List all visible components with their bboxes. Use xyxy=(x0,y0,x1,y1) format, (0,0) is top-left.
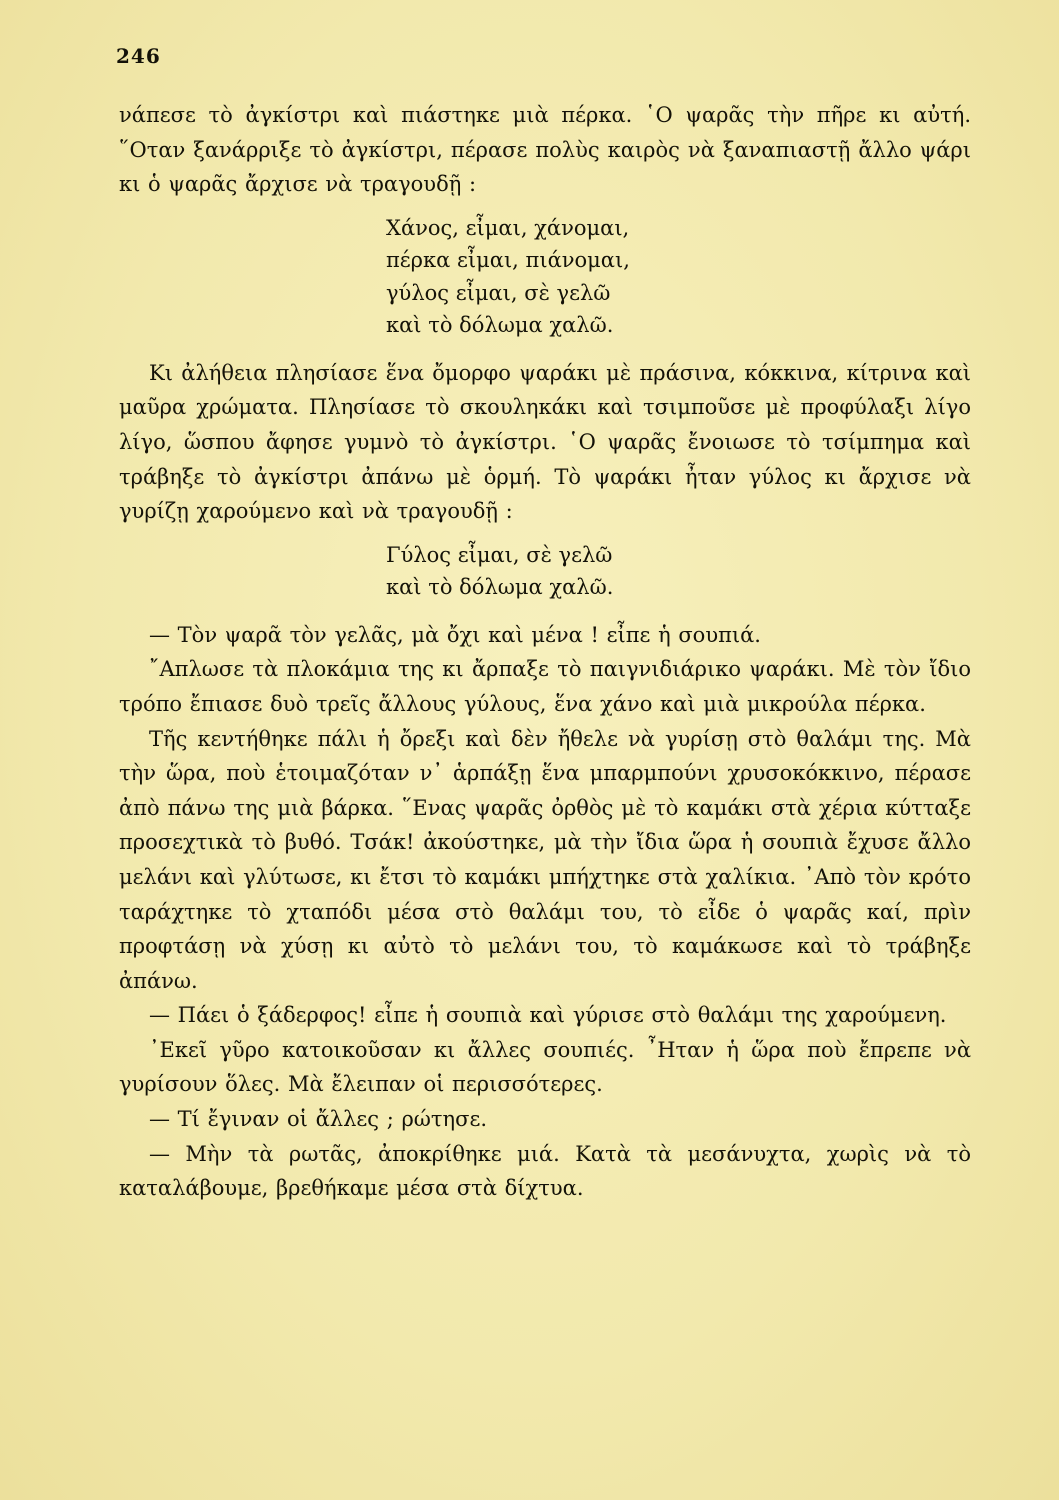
paragraph: — Μὴν τὰ ρωτᾶς, ἀποκρίθηκε μιά. Κατὰ τὰ μεσάνυχτα, χωρὶς νὰ τὸ καταλάβουμε, βρεθήκαμε μέσα στὰ δίχτυα. xyxy=(119,1141,971,1201)
paragraph: ῎Απλωσε τὰ πλοκάμια της κι ἄρπαξε τὸ παιγνιδιάρικο ψαράκι. Μὲ τὸν ἴδιο τρόπο ἔπιασε δυὸ τρεῖς ἄλλους γύλους, ἕνα χάνο καὶ μιὰ μικρούλα πέρκα. xyxy=(119,657,971,716)
verse-line: γύλος εἶμαι, σὲ γελῶ xyxy=(386,280,611,305)
page-body xyxy=(119,98,971,1206)
paragraph: ᾿Εκεῖ γῦρο κατοικοῦσαν κι ἄλλες σουπιές. ῏Ηταν ἡ ὥρα ποὺ ἔπρεπε νὰ γυρίσουν ὅλες. Μὰ ἔλειπαν οἱ περισσότερες. xyxy=(119,1037,971,1097)
page-number: 246 xyxy=(116,44,161,68)
verse-line: πέρκα εἶμαι, πιάνομαι, xyxy=(386,248,630,273)
paragraph: Τῆς κεντήθηκε πάλι ἡ ὄρεξι καὶ δὲν ἤθελε νὰ γυρίσῃ στὸ θαλάμι της. Μὰ τὴν ὥρα, ποὺ ἑτοιμαζόταν ν᾿ ἁρπάξῃ ἕνα μπαρμπούνι χρυσοκόκκινο, πέρασε ἀπὸ πάνω της μιὰ βάρκα. ῞Ενας ψαρᾶς ὀρθὸς μὲ τὸ καμάκι στὰ χέρια κύτταξε προσεχτικὰ τὸ βυθό. Τσάκ! ἀκούστηκε, μὰ τὴν ἴδια ὥρα ἡ σουπιὰ ἔχυσε ἄλλο μελάνι καὶ γλύτωσε, κι ἔτσι τὸ καμάκι μπήχτηκε στὰ χαλίκια. ᾿Απὸ τὸν κρότο ταράχτηκε τὸ χταπόδι μέσα στὸ θαλάμι του, τὸ εἶδε ὁ ψαρᾶς καί, πρὶν προφτάσῃ νὰ χύσῃ κι αὐτὸ τὸ μελάνι του, τὸ καμάκωσε καὶ τὸ τράβηξε ἀπάνω. xyxy=(119,726,971,993)
paragraph: — Τὸν ψαρᾶ τὸν γελᾶς, μὰ ὄχι καὶ μένα ! εἶπε ἡ σουπιά. xyxy=(149,622,761,647)
verse-line: καὶ τὸ δόλωμα χαλῶ. xyxy=(386,575,614,600)
verse-line: καὶ τὸ δόλωμα χαλῶ. xyxy=(386,313,614,338)
paragraph: — Πάει ὁ ξάδερφος! εἶπε ἡ σουπιὰ καὶ γύρισε στὸ θαλάμι της χαρούμενη. xyxy=(149,1003,947,1028)
paragraph: Κι ἀλήθεια πλησίασε ἕνα ὄμορφο ψαράκι μὲ πράσινα, κόκκινα, κίτρινα καὶ μαῦρα χρώματα. Πλησίασε τὸ σκουληκάκι καὶ τσιμποῦσε μὲ προφύλαξι λίγο λίγο, ὥσπου ἄφησε γυμνὸ τὸ ἀγκίστρι. ῾Ο ψαρᾶς ἔνοιωσε τὸ τσίμπημα καὶ τράβηξε τὸ ἀγκίστρι ἀπάνω μὲ ὁρμή. Τὸ ψαράκι ἦταν γύλος κι ἄρχισε νὰ γυρίζῃ χαρούμενο καὶ νὰ τραγουδῇ : xyxy=(119,360,971,524)
verse-line: Χάνος, εἶμαι, χάνομαι, xyxy=(386,215,630,240)
paragraph: νάπεσε τὸ ἀγκίστρι καὶ πιάστηκε μιὰ πέρκα. ῾Ο ψαρᾶς τὴν πῆρε κι αὐτή. ῞Οταν ξανάρριξε τὸ ἀγκίστρι, πέρασε πολὺς καιρὸς νὰ ξαναπιαστῇ ἄλλο ψάρι κι ὁ ψαρᾶς ἄρχισε νὰ τραγουδῇ : xyxy=(119,103,971,197)
verse-stanza xyxy=(119,539,971,604)
verse-line: Γύλος εἶμαι, σὲ γελῶ xyxy=(386,542,613,567)
paragraph: — Τί ἔγιναν οἱ ἄλλες ; ρώτησε. xyxy=(149,1107,488,1132)
verse-stanza xyxy=(119,212,971,342)
